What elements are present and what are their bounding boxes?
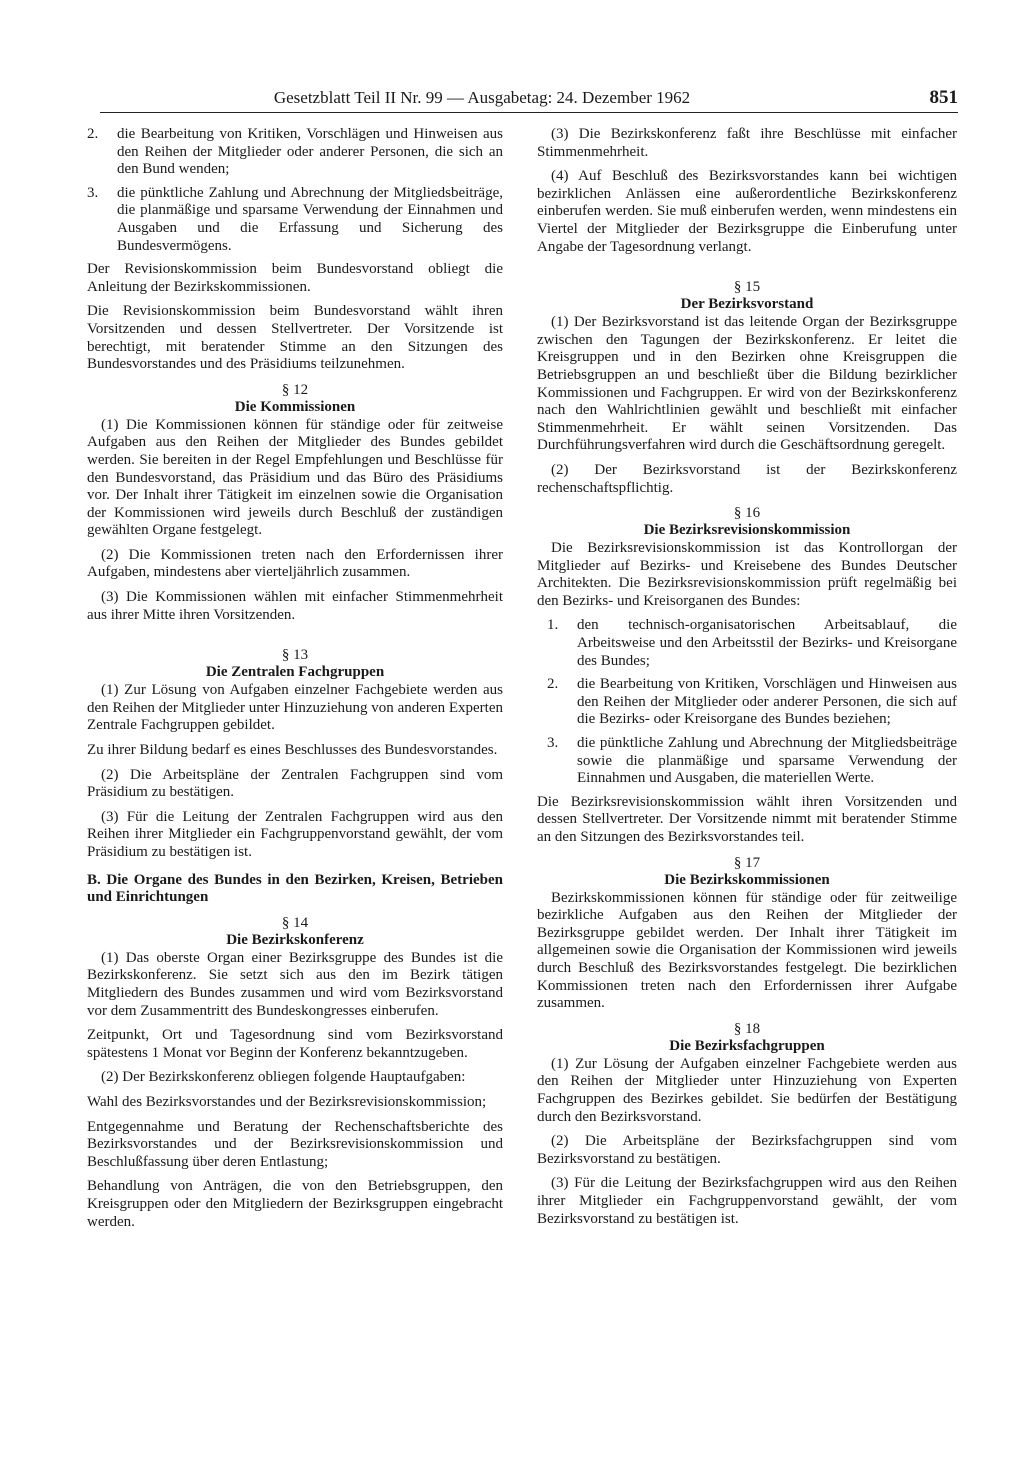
paragraph: Die Bezirksrevisionskommission wählt ihren Vorsitzenden und dessen Stellvertreter. Der Vorsitzende nimmt mit beratender Stimme an den Sitzungen des Bezirksvorstandes teil. bbox=[537, 793, 957, 845]
page-header bbox=[100, 88, 958, 113]
section-number: § 16 bbox=[733, 505, 761, 522]
paragraph: (1) Das oberste Organ einer Bezirksgruppe des Bundes ist die Bezirkskonferenz. Sie setzt sich aus den im Bezirk tätigen Mitgliedern des Bundes zusammen und wird vom Bezirksvorstand vor dem Zusammentritt des Bundeskongresses einberufen. bbox=[87, 949, 503, 1019]
paragraph: (1) Die Kommissionen können für ständige oder für zeitweise Aufgaben aus den Reihen der Mitglieder des Bundes gebildet werden. Sie bereiten in der Regel Empfehlungen und Beschlüsse für den Bundesvorstand, das Präsidium und das Büro des Präsidiums vor. Der Inhalt ihrer Tätigkeit im einzelnen sowie die Organisation der Kommissionen wird jeweils durch Beschluß der zuständigen gewählten Organe festgelegt. bbox=[87, 416, 503, 539]
paragraph: Die Bezirksrevisionskommission ist das Kontrollorgan der Mitglieder auf Bezirks- und Kreisebene des Bundes Deutscher Architekten. Die Bezirksrevisionskommission prüft regelmäßig bei den Bezirks- und Kreisorganen des Bundes: bbox=[537, 540, 957, 609]
item-number: 3. bbox=[87, 184, 99, 201]
right-column bbox=[537, 126, 957, 1235]
section-title: Die Bezirksfachgruppen bbox=[669, 1037, 825, 1054]
section-number: § 18 bbox=[733, 1020, 761, 1037]
list-item bbox=[537, 676, 957, 729]
item-number: 2. bbox=[87, 126, 99, 142]
paragraph: (3) Für die Leitung der Bezirksfachgruppen wird aus den Reihen ihrer Mitglieder ein Fachgruppenvorstand gewählt, der vom Bezirksvorstand zu bestätigen ist. bbox=[537, 1175, 957, 1227]
paragraph: (2) Die Arbeitspläne der Zentralen Fachgruppen sind vom Präsidium zu bestätigen. bbox=[87, 766, 503, 801]
paragraph: (2) Die Kommissionen treten nach den Erfordernissen ihrer Aufgaben, mindestens aber vierteljährlich zusammen. bbox=[87, 546, 503, 581]
list-item bbox=[537, 617, 957, 670]
paragraph: Der Revisionskommission beim Bundesvorstand obliegt die Anleitung der Bezirkskommissionen. bbox=[87, 261, 503, 295]
paragraph: Wahl des Bezirksvorstandes und der Bezirksrevisionskommission; bbox=[87, 1093, 487, 1110]
paragraph: Die Revisionskommission beim Bundesvorstand wählt ihren Vorsitzenden und dessen Stellvertreter. Der Vorsitzende ist berechtigt, mit beratender Stimme an den Sitzungen des Bundesvorstandes und des Präsidiums teilzunehmen. bbox=[87, 303, 503, 373]
item-text: die Bearbeitung von Kritiken, Vorschlägen und Hinweisen aus den Reihen der Mitglieder oder anderer Personen, die sich auf die Bezirks- oder Kreisorgane des Bundes beziehen; bbox=[577, 676, 957, 728]
paragraph: (4) Auf Beschluß des Bezirksvorstandes kann bei wichtigen bezirklichen Anlässen eine außerordentliche Bezirkskonferenz einberufen werden. Sie muß einberufen werden, wenn mindestens ein Viertel der Mitglieder der Bezirksgruppe die Einberufung unter Angabe der Tagesordnung verlangt. bbox=[537, 168, 957, 255]
section-number: § 13 bbox=[281, 647, 309, 664]
section-title: Der Bezirksvorstand bbox=[680, 296, 814, 313]
item-text: die pünktliche Zahlung und Abrechnung der Mitgliedsbeiträge, die planmäßige und sparsame Verwendung der Einnahmen und Ausgaben und die Erfassung und Sicherung des Bundesvermögens. bbox=[117, 184, 503, 254]
section-title: Die Bezirkskommissionen bbox=[664, 871, 830, 888]
paragraph: (1) Zur Lösung der Aufgaben einzelner Fachgebiete werden aus den Reihen der Mitglieder unter Hinzuziehung von Experten Fachgruppen des Bezirkes gebildet. Sie bedürfen der Bestätigung durch den Bezirksvorstand. bbox=[537, 1055, 957, 1125]
list-item bbox=[537, 735, 957, 788]
section-title: Die Kommissionen bbox=[234, 398, 356, 415]
section-title: Die Bezirksrevisionskommission bbox=[643, 522, 851, 539]
paragraph: Behandlung von Anträgen, die von den Betriebsgruppen, den Kreisgruppen oder den Mitgliedern der Bezirksgruppen eingebracht werden. bbox=[87, 1178, 503, 1230]
item-number: 1. bbox=[547, 617, 559, 634]
section-title: Die Bezirkskonferenz bbox=[226, 931, 364, 948]
section-number: § 17 bbox=[733, 854, 761, 871]
list-item bbox=[87, 185, 503, 255]
item-text: die Bearbeitung von Kritiken, Vorschlägen und Hinweisen aus den Reihen der Mitglieder oder anderer Personen, die sich an den Bund wenden; bbox=[117, 126, 503, 178]
paragraph: (3) Die Kommissionen wählen mit einfacher Stimmenmehrheit aus ihrer Mitte ihren Vorsitzenden. bbox=[87, 589, 503, 623]
paragraph: (1) Der Bezirksvorstand ist das leitende Organ der Bezirksgruppe zwischen den Tagungen der Bezirkskonferenz. Er leitet die Kreisgruppen und in den Bezirken ohne Kreisgruppen die Betriebsgruppen an und beschließt über die Bildung bezirklicher Kommissionen und Fachgruppen. Er wird von der Bezirkskonferenz nach den Wahlrichtlinien gewählt und beschließt mit einfacher Stimmenmehrheit. Er wählt seinen Vorsitzenden. Das Durchführungsverfahren wird durch die Geschäftsordnung geregelt. bbox=[537, 314, 957, 454]
page-number: 851 bbox=[929, 87, 958, 108]
header-title: Gesetzblatt Teil II Nr. 99 — Ausgabetag: 24. Dezember 1962 bbox=[273, 88, 691, 107]
paragraph: Zu ihrer Bildung bedarf es eines Beschlusses des Bundesvorstandes. bbox=[87, 742, 498, 759]
section-number: § 12 bbox=[281, 381, 309, 398]
paragraph: Zeitpunkt, Ort und Tagesordnung sind vom Bezirksvorstand spätestens 1 Monat vor Beginn der Konferenz bekanntzugeben. bbox=[87, 1027, 503, 1061]
paragraph: (2) Der Bezirksvorstand ist der Bezirkskonferenz rechenschaftspflichtig. bbox=[537, 461, 957, 496]
item-number: 3. bbox=[547, 735, 559, 752]
paragraph: (2) Die Arbeitspläne der Bezirksfachgruppen sind vom Bezirksvorstand zu bestätigen. bbox=[537, 1133, 957, 1167]
section-title: Die Zentralen Fachgruppen bbox=[205, 664, 385, 681]
paragraph: (3) Für die Leitung der Zentralen Fachgruppen wird aus den Reihen ihrer Mitglieder ein Fachgruppenvorstand gewählt, der vom Präsidium zu bestätigen ist. bbox=[87, 808, 503, 860]
list-item bbox=[87, 126, 503, 179]
item-text: die pünktliche Zahlung und Abrechnung der Mitgliedsbeiträge sowie die planmäßige und sparsame Verwendung der Einnahmen und Ausgaben, die materiellen Werte. bbox=[577, 735, 957, 787]
paragraph: Bezirkskommissionen können für ständige oder für zeitweilige bezirkliche Aufgaben aus den Reihen der Mitglieder der Bezirksgruppe gebildet werden. Der Inhalt ihrer Tätigkeit im allgemeinen sowie die Organisation der Kommissionen wird jeweils durch Beschluß des Bezirksvorstandes festgelegt. Die bezirklichen Kommissionen treten nach den Erfordernissen ihrer Aufgabe zusammen. bbox=[537, 889, 957, 1012]
left-column bbox=[87, 126, 503, 1238]
paragraph: Entgegennahme und Beratung der Rechenschaftsberichte des Bezirksvorstandes und der Bezirksrevisionskommission und Beschlußfassung über deren Entlastung; bbox=[87, 1118, 503, 1170]
paragraph: (3) Die Bezirkskonferenz faßt ihre Beschlüsse mit einfacher Stimmenmehrheit. bbox=[537, 126, 957, 160]
item-number: 2. bbox=[547, 676, 559, 693]
item-text: den technisch-organisatorischen Arbeitsablauf, die Arbeitsweise und den Arbeitsstil der Bezirks- und Kreisorgane des Bundes; bbox=[577, 617, 957, 669]
section-number: § 15 bbox=[733, 279, 761, 296]
paragraph: (2) Der Bezirkskonferenz obliegen folgende Hauptaufgaben: bbox=[101, 1069, 466, 1086]
part-heading: B. Die Organe des Bundes in den Bezirken, Kreisen, Betrieben und Einrichtungen bbox=[87, 871, 503, 906]
paragraph: (1) Zur Lösung von Aufgaben einzelner Fachgebiete werden aus den Reihen der Mitglieder unter Hinzuziehung von anderen Experten Zentrale Fachgruppen gebildet. bbox=[87, 682, 503, 734]
section-number: § 14 bbox=[281, 914, 309, 931]
